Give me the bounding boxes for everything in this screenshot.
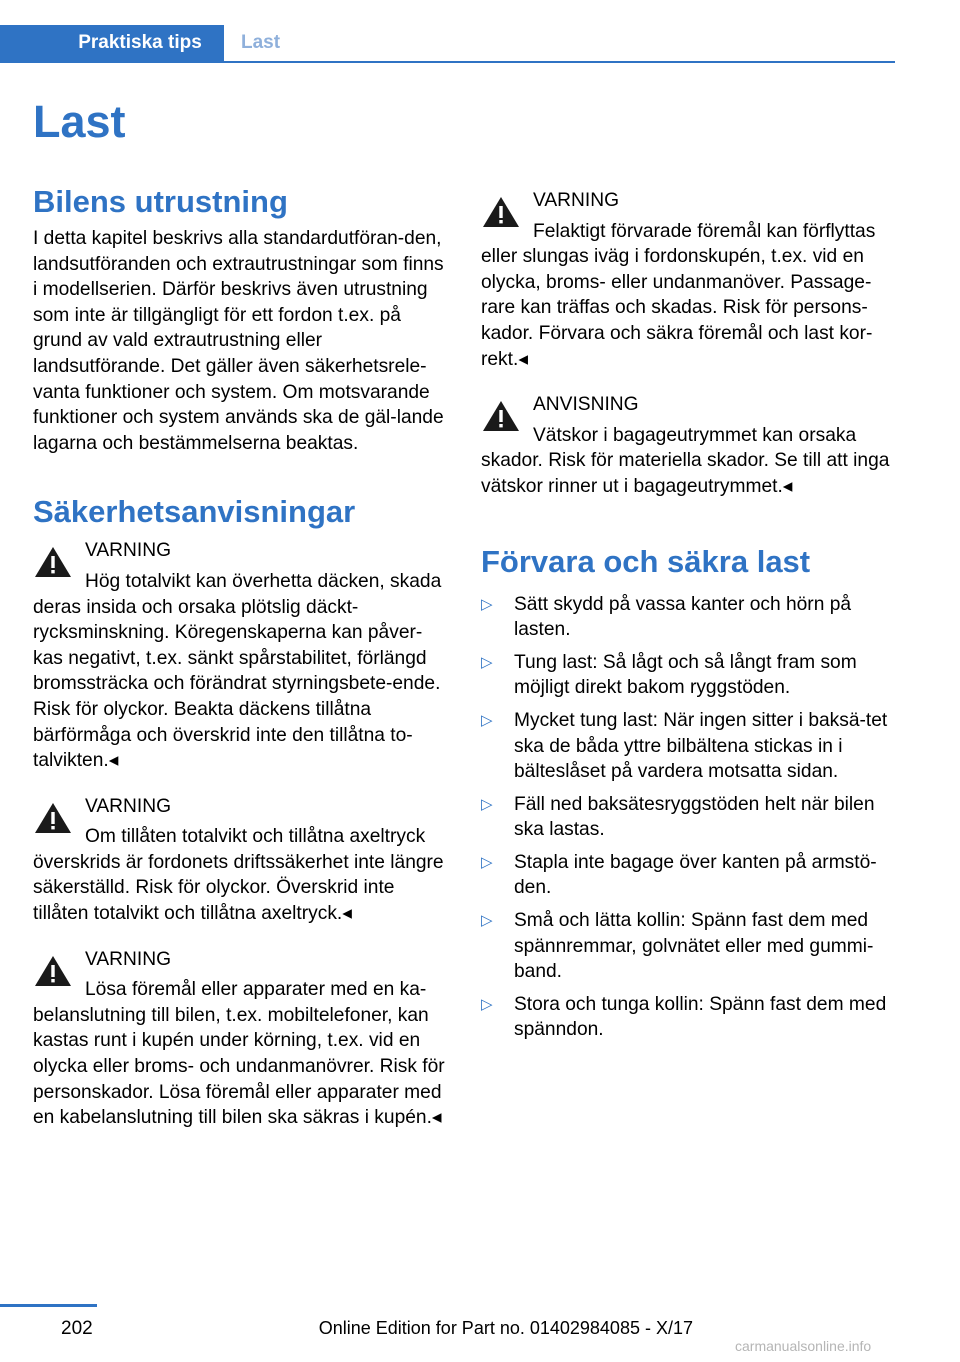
warning-triangle-icon [33, 544, 73, 580]
right-column [481, 184, 894, 1050]
warning-title: VARNING [533, 190, 619, 211]
warning-title: VARNING [85, 795, 171, 817]
heading-bilens-utrustning: Bilens utrustning [33, 184, 288, 219]
warning-triangle-icon [33, 953, 73, 989]
notice-block [481, 392, 894, 499]
list-item: ▷ Tung last: Så lågt och så långt fram som möjligt direkt bakom ryggstöden. [481, 651, 857, 699]
heading-sakerhetsanvisningar: Säkerhetsanvisningar [33, 494, 356, 530]
triangle-bullet-icon: ▷ [481, 795, 493, 813]
heading-forvara-och-sakra-last: Förvara och säkra last [481, 543, 811, 579]
warning-block [33, 538, 446, 773]
warning-block [33, 794, 446, 927]
triangle-bullet-icon: ▷ [481, 711, 493, 729]
tab-active-label: Praktiska tips [78, 32, 202, 53]
warning-text: Felaktigt förvarade föremål kan förflyttas eller slungas iväg i fordonskupén, t.ex. vid en olycka, broms- eller undanmanöver. Passage-rare kan träffas och skadas. Risk för persons-kador. Förvara och säkra föremål och last kor-rekt.◂ [481, 220, 876, 370]
notice-title: ANVISNING [533, 394, 639, 416]
warning-text: Lösa föremål eller apparater med en ka-belanslutning till bilen, t.ex. mobiltelefoner, kan kastas runt i kupén under körning, t.ex. vid en olycka eller broms- och undanmanövrer. Risk för personskador. Lösa föremål eller apparater med en kabelanslutning till bilen ska säkras i kupén.◂ [33, 979, 445, 1129]
triangle-bullet-icon: ▷ [481, 912, 493, 930]
tips-list [481, 592, 894, 1044]
list-item: ▷ Små och lätta kollin: Spänn fast dem med spännremmar, golvnätet eller med gummi-band. [481, 910, 874, 983]
list-item: ▷ Stora och tunga kollin: Spänn fast dem med spänndon. [481, 993, 887, 1041]
watermark: carmanualsonline.info [735, 1338, 872, 1354]
list-item: ▷ Fäll ned baksätesryggstöden helt när bilen ska lastas. [481, 793, 875, 841]
triangle-bullet-icon: ▷ [481, 995, 493, 1013]
tab-last[interactable]: Last [241, 32, 281, 53]
footer-rule [0, 1304, 97, 1307]
list-item: ▷ Stapla inte bagage över kanten på armstö-den. [481, 851, 877, 899]
warning-title: VARNING [85, 540, 171, 562]
header-tabbar [0, 25, 895, 63]
triangle-bullet-icon: ▷ [481, 853, 493, 871]
tab-praktiska-tips[interactable] [0, 25, 224, 61]
list-item: ▷ Sätt skydd på vassa kanter och hörn på lasten. [481, 593, 852, 641]
footer-edition: Online Edition for Part no. 01402984085 - X/17 [318, 1318, 693, 1338]
warning-text: Hög totalvikt kan överhetta däcken, skada deras insida och orsaka plötslig däckt-rycksminskning. Köregenskaperna kan påver-kas negativt, t.ex. sänkt spårstabilitet, förlängd bromssträcka och förändrat styrningsbete-ende. Risk för olyckor. Beakta däckens tillåtna bärförmåga och överskrid inte den tillåtna to-talvikten.◂ [33, 570, 442, 772]
list-item: ▷ Mycket tung last: När ingen sitter i baksä-tet ska de båda yttre bilbältena stickas in i bälteslåset på vardera motsatta sidan. [481, 709, 888, 783]
warning-title: VARNING [85, 948, 171, 970]
left-column [33, 180, 446, 1131]
warning-triangle-icon [481, 194, 521, 230]
bilens-utrustning-text: I detta kapitel beskrivs alla standardutföran-den, landsutföranden och extrautrustningar som finns i modellserien. Därför beskrivs även utrustning som inte är tillgängligt för ett fordon t.ex. på grund av vald extrautrustning eller landsutförande. Det gäller även säkerhetsrele-vanta funktioner och system. Om motsvarande funktioner och system används ska de gäl-lande lagarna och bestämmelserna beaktas. [33, 228, 444, 454]
warning-block [481, 188, 894, 372]
triangle-bullet-icon: ▷ [481, 653, 493, 671]
notice-text: Vätskor i bagageutrymmet kan orsaka skador. Risk för materiella skador. Se till att inga vätskor rinner ut i bagageutrymmet.◂ [481, 424, 890, 497]
warning-text: Om tillåten totalvikt och tillåtna axeltryck överskrids är fordonets driftssäkerhet inte längre säkerställd. Risk för olyckor. Överskrid inte tillåten totalvikt och tillåtna axeltryck.◂ [33, 826, 444, 925]
page-title: Last [33, 96, 126, 147]
page-number: 202 [61, 1318, 93, 1339]
warning-block [33, 947, 446, 1131]
triangle-bullet-icon: ▷ [481, 595, 493, 613]
warning-triangle-icon [33, 800, 73, 836]
notice-triangle-icon [481, 398, 521, 434]
